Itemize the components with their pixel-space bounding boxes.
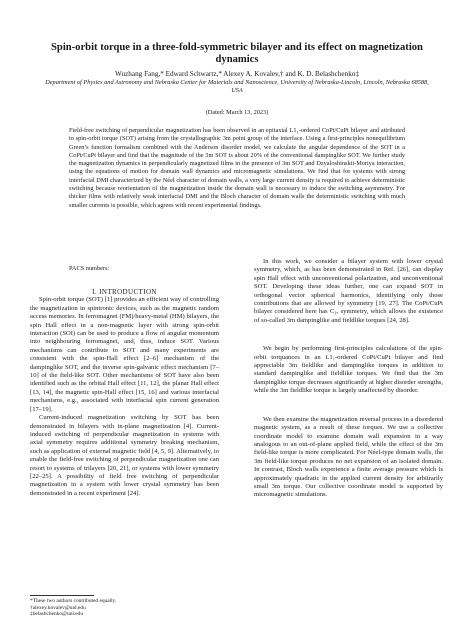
paragraph: We begin by performing first-principles calculations of the spin-orbit torquances in an L1₁-ordered CoPt/CuPt bilayer and find appreciable 3m fieldlike and dampinglike torques in addition to standard dampinglike and fieldlike torques. We find that the 3m dampinglike torque decreases significantly at higher disorder strengths, while the 3m fieldlike torque is largely unaffected by disorder. xyxy=(254,345,443,395)
paragraph-gap xyxy=(254,325,443,345)
right-column xyxy=(254,258,443,500)
paragraph: Current-induced magnetization switching by SOT has been demonstrated in bilayers with in-plane magnetization [4]. Current-induced switching of perpendicular magnetization in systems with axial symmetry requires additional symmetry breaking mechanism, such as application of external magnetic field [4, 5, 9]. Alternatively, to enable the field-free switching of perpendicular magnetization one can resort to systems of trilayers [20, 21], or systems with lower symmetry [22–25]. A possibility of field free switching of perpendicular magnetization in a system with lower crystal symmetry has been demonstrated in a recent experiment [24]. xyxy=(30,414,219,497)
paper-title: Spin-orbit torque in a three-fold-symmetric bilayer and its effect on magnetization dynamics xyxy=(51,42,423,66)
date-line: (Dated: March 13, 2023) xyxy=(205,109,269,116)
abstract: Field-free switching of perpendicular magnetization has been observed in an epitaxial L1₁-ordered CoPt/CuPt bilayer and attributed to spin-orbit torque (SOT) arising from the crystallographic 3m point group of the interface. Using a first-principles nonequilibrium Green’s function formalism combined with the Anderson disorder model, we calculate the angular dependence of the SOT in a CoPt/CuPt bilayer and find that the magnitude of the 3m SOT is about 20% of the conventional dampinglike SOT. We further study the magnetization dynamics in perpendicularly magnetized films in the presence of 3m SOT and Dzyaloshinskii-Moriya interaction, using the equations of motion for domain wall dynamics and micromagnetic simulations. We find that for systems with strong interfacial DMI characterized by the Néel character of domain walls, a very large current density is required to achieve deterministic switching because reorientation of the magnetization inside the domain wall is necessary to induce the switching asymmetry. For thicker films with relatively weak interfacial DMI and the Bloch character of domain walls the deterministic switching with much smaller currents is possible, which agrees with recent experimental findings. xyxy=(69,127,405,209)
pacs-numbers: PACS numbers: xyxy=(69,265,110,272)
footnote-email-link[interactable]: ‡belashchenko@unl.edu xyxy=(30,611,84,618)
paragraph: In this work, we consider a bilayer system with lower crystal symmetry, which, as has been demonstrated in Ref. [26], can display spin Hall effect with unconventional polarization, and unconventional SOT. Developing these ideas further, one can expand SOT in orthogonal vector spherical harmonics, identifying only those contributions that are allowed by symmetry [19, 27]. The CoPt/CuPt bilayer considered here has C₃ᵥ symmetry, which allows the existence of so-called 3m dampinglike and fieldlike torques [24, 28]. xyxy=(254,258,443,324)
footnote-equal-contribution: *These two authors contributed equally. xyxy=(30,598,117,604)
footnotes xyxy=(30,598,219,618)
footnote-rule xyxy=(30,595,94,596)
paragraph: Spin-orbit torque (SOT) [1] provides an efficient way of controlling the magnetization in spintronic devices, such as the magnetic random access memories. In ferromagnet (FM)/heavy-metal (HM) bilayers, the spin Hall effect in a non-magnetic layer with strong spin-orbit interaction (SOI) can be used to produce a flow of angular momentum into neighbouring ferromagnet, and, thus, induce SOT. Various mechanisms can contribute to SOT and many experiments are consistent with the spin-Hall effect [2–6] mechanism of the dampinglike SOT, and the inverse spin-galvanic effect mechanism [7–10] of the field-like SOT. Other mechanisms of SOT have also been identified such as the orbital Hall effect [11, 12], the planar Hall effect [13, 14], the magnetic spin-Hall effect [15, 16] and various interfacial mechanisms, e.g., associated with interfacial spin current generation [17–19]. xyxy=(30,296,219,413)
author-list: Wuzhang Fang,* Edward Schwartz,* Alexey A. Kovalev,† and K. D. Belashchenko‡ xyxy=(115,70,359,78)
affiliation: Department of Physics and Astronomy and Nebraska Center for Materials and Nanoscience, University of Nebraska-Lincoln, Lincoln, Nebraska 68588, USA xyxy=(45,79,429,95)
footnote-email-link[interactable]: †alexey.kovalev@unl.edu xyxy=(30,604,86,611)
section-heading-introduction: I. INTRODUCTION xyxy=(92,288,157,296)
paragraph-gap xyxy=(254,396,443,416)
left-column xyxy=(30,288,219,498)
paragraph: We then examine the magnetization reversal process in a disordered magnetic system, as a result of these torques. We use a collective coordinate model to examine domain wall expansion in a way analogous to an out-of-plane applied field, while the effect of the 3m field-like torque is more complicated. For Néel-type domain walls, the 3m field-like torque produces no net expansion of an isolated domain. In contrast, Bloch walls experience a finite average pressure which is approximately quadratic in the applied current density for arbitrarily small 3m torque. Our collective coordinate model is supported by micromagnetic simulations. xyxy=(254,415,443,499)
